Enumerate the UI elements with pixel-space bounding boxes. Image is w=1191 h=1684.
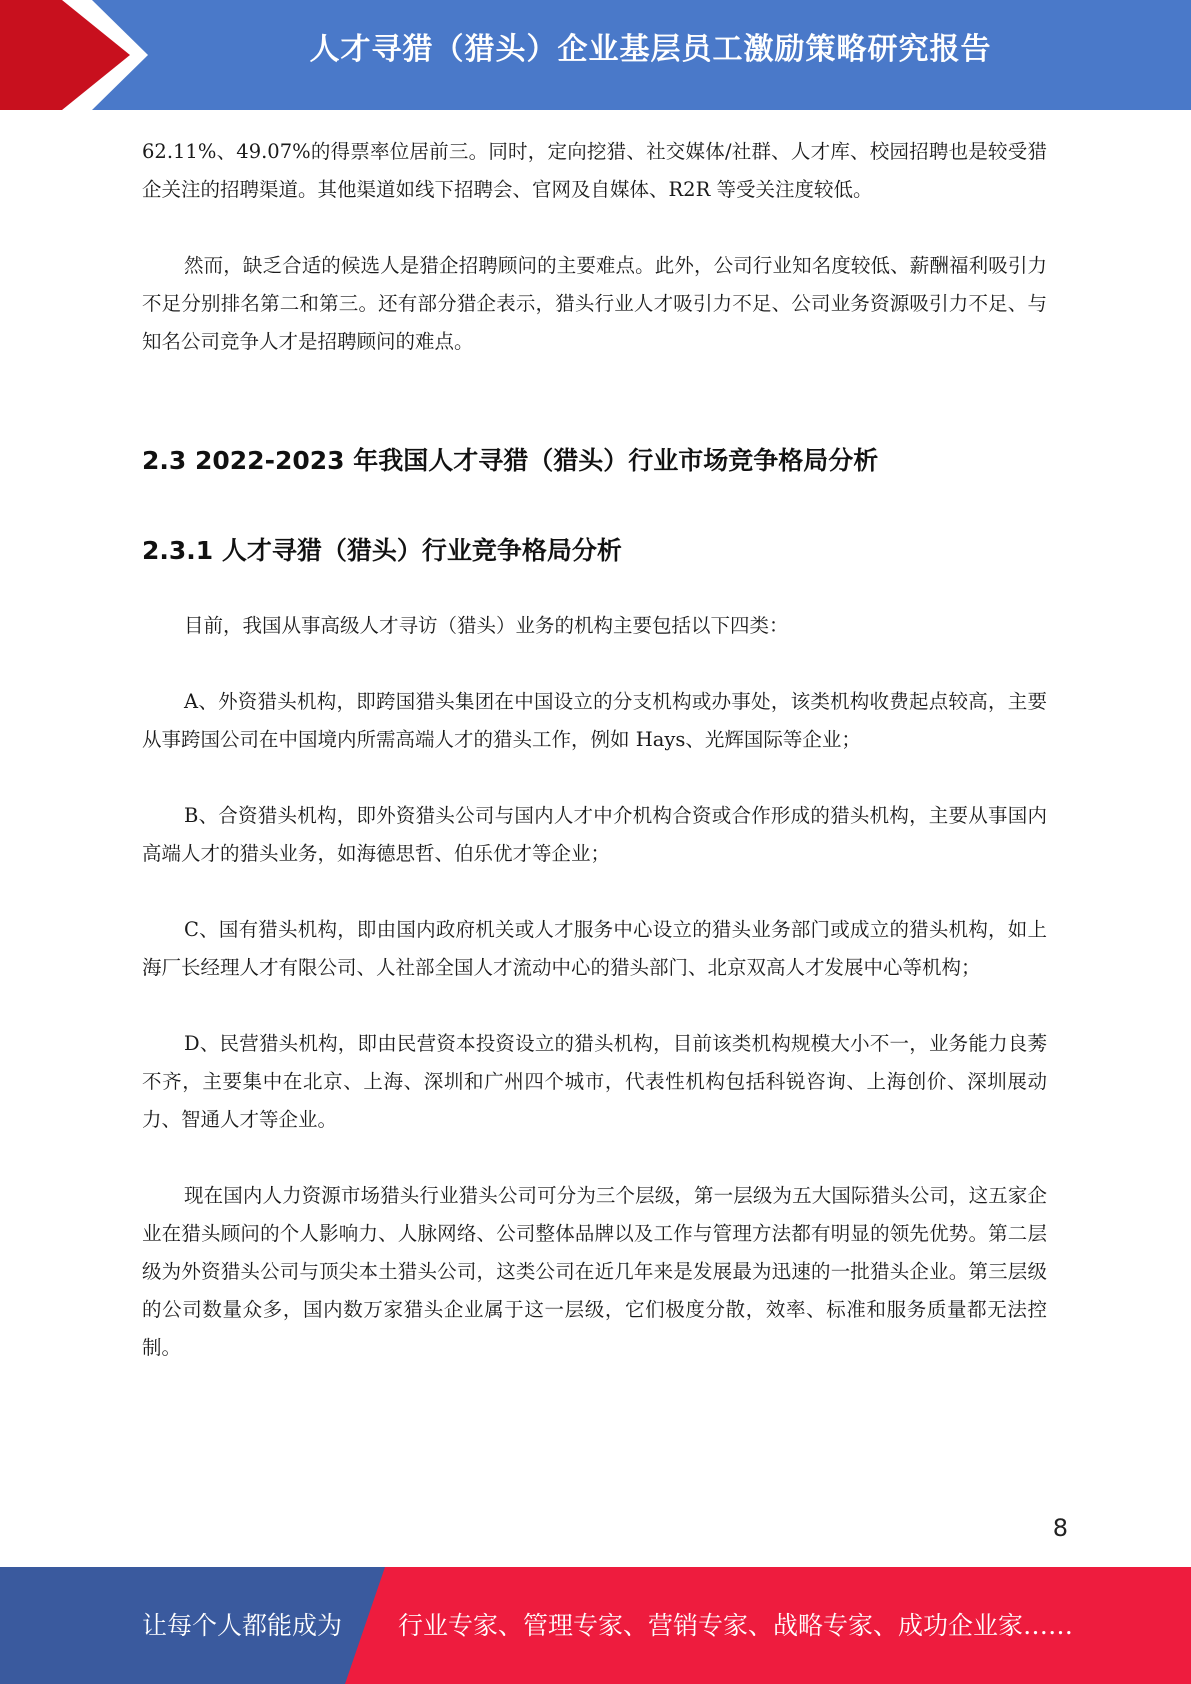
main-content bbox=[142, 133, 1047, 1367]
paragraph-three-tiers: 现在国内人力资源市场猎头行业猎头公司可分为三个层级，第一层级为五大国际猎头公司，这五家企业在猎头顾问的个人影响力、人脉网络、公司整体品牌以及工作与管理方法都有明显的领先优势。第二层级为外资猎头公司与顶尖本土猎头公司，这类公司在近几年来是发展最为迅速的一批猎头企业。第三层级的公司数量众多，国内数万家猎头企业属于这一层级，它们极度分散，效率、标准和服务质量都无法控制。 bbox=[142, 1184, 1047, 1359]
section-heading-2-3-1: 2.3.1 人才寻猎（猎头）行业竞争格局分析 bbox=[142, 536, 622, 565]
header-banner bbox=[0, 0, 1191, 110]
paragraph-institution-types-intro: 目前，我国从事高级人才寻访（猎头）业务的机构主要包括以下四类： bbox=[184, 614, 789, 637]
footer-slogan-right: 行业专家、管理专家、营销专家、战略专家、成功企业家…… bbox=[398, 1611, 1074, 1640]
section-heading-2-3: 2.3 2022-2023 年我国人才寻猎（猎头）行业市场竞争格局分析 bbox=[142, 446, 879, 475]
paragraph-recruitment-difficulties: 然而，缺乏合适的候选人是猎企招聘顾问的主要难点。此外，公司行业知名度较低、薪酬福利吸引力不足分别排名第二和第三。还有部分猎企表示，猎头行业人才吸引力不足、公司业务资源吸引力不足、与知名公司竞争人才是招聘顾问的难点。 bbox=[142, 254, 1047, 353]
page-number: 8 bbox=[1052, 1514, 1068, 1542]
paragraph-recruitment-channels: 62.11%、49.07%的得票率位居前三。同时，定向挖猎、社交媒体/社群、人才库、校园招聘也是较受猎企关注的招聘渠道。其他渠道如线下招聘会、官网及自媒体、R2R 等受关注度较低。 bbox=[142, 140, 1047, 201]
paragraph-type-d: D、民营猎头机构，即由民营资本投资设立的猎头机构，目前该类机构规模大小不一，业务能力良莠不齐，主要集中在北京、上海、深圳和广州四个城市，代表性机构包括科锐咨询、上海创价、深圳展动力、智通人才等企业。 bbox=[142, 1032, 1047, 1131]
paragraph-type-c: C、国有猎头机构，即由国内政府机关或人才服务中心设立的猎头业务部门或成立的猎头机构，如上海厂长经理人才有限公司、人社部全国人才流动中心的猎头部门、北京双高人才发展中心等机构； bbox=[142, 918, 1047, 979]
footer-slogan-left: 让每个人都能成为 bbox=[142, 1611, 343, 1640]
footer-banner bbox=[0, 1567, 1191, 1684]
paragraph-type-a: A、外资猎头机构，即跨国猎头集团在中国设立的分支机构或办事处，该类机构收费起点较高，主要从事跨国公司在中国境内所需高端人才的猎头工作，例如 Hays、光辉国际等企业； bbox=[142, 690, 1047, 751]
header-red-arrow-decoration bbox=[0, 0, 150, 110]
paragraph-type-b: B、合资猎头机构，即外资猎头公司与国内人才中介机构合资或合作形成的猎头机构，主要从事国内高端人才的猎头业务，如海德思哲、伯乐优才等企业； bbox=[142, 804, 1047, 865]
document-title: 人才寻猎（猎头）企业基层员工激励策略研究报告 bbox=[309, 32, 992, 67]
